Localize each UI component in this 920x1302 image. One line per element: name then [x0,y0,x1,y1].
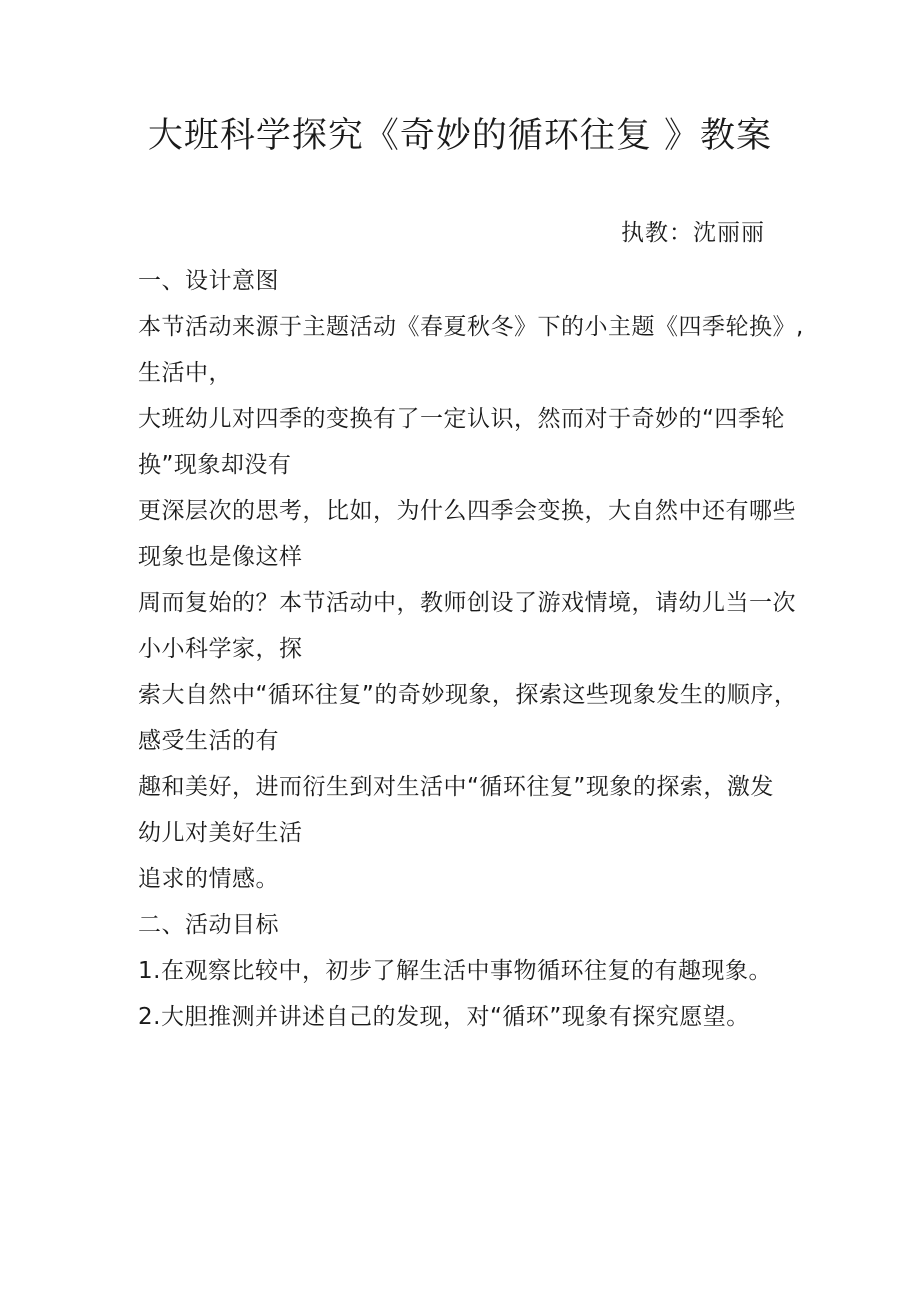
document-body [138,258,804,1040]
paragraph-line: 感受生活的有 [138,728,279,754]
document-title: 大班科学探究《奇妙的循环往复 》教案 [147,116,773,156]
paragraph-line: 趣和美好，进而衍生到对生活中“循环往复”现象的探索，激发 [138,774,774,800]
paragraph-line: 换”现象却没有 [138,452,292,478]
paragraph-line: 本节活动来源于主题活动《春夏秋冬》下的小主题《四季轮换》, [138,314,804,340]
paragraph-line: 现象也是像这样 [138,544,303,570]
paragraph-line: 周而复始的？本节活动中，教师创设了游戏情境，请幼儿当一次 [138,590,796,616]
paragraph-line: 小小科学家，探 [138,636,303,662]
goal-item-1: 1.在观察比较中，初步了解生活中事物循环往复的有趣现象。 [138,958,772,984]
paragraph-line: 幼儿对美好生活 [138,820,303,846]
paragraph-line: 生活中， [138,360,232,386]
paragraph-line: 更深层次的思考，比如，为什么四季会变换，大自然中还有哪些 [138,498,796,524]
paragraph-line: 追求的情感。 [138,866,279,892]
paragraph-line: 索大自然中“循环往复”的奇妙现象，探索这些现象发生的顺序， [138,682,798,708]
section-heading-goals: 二、活动目标 [138,912,279,938]
author-line: 执教：沈丽丽 [621,220,765,246]
goal-item-2: 2.大胆推测并讲述自己的发现，对“循环”现象有探究愿望。 [138,1004,750,1030]
paragraph-line: 大班幼儿对四季的变换有了一定认识，然而对于奇妙的“四季轮 [138,406,785,432]
section-heading-design: 一、设计意图 [138,268,279,294]
